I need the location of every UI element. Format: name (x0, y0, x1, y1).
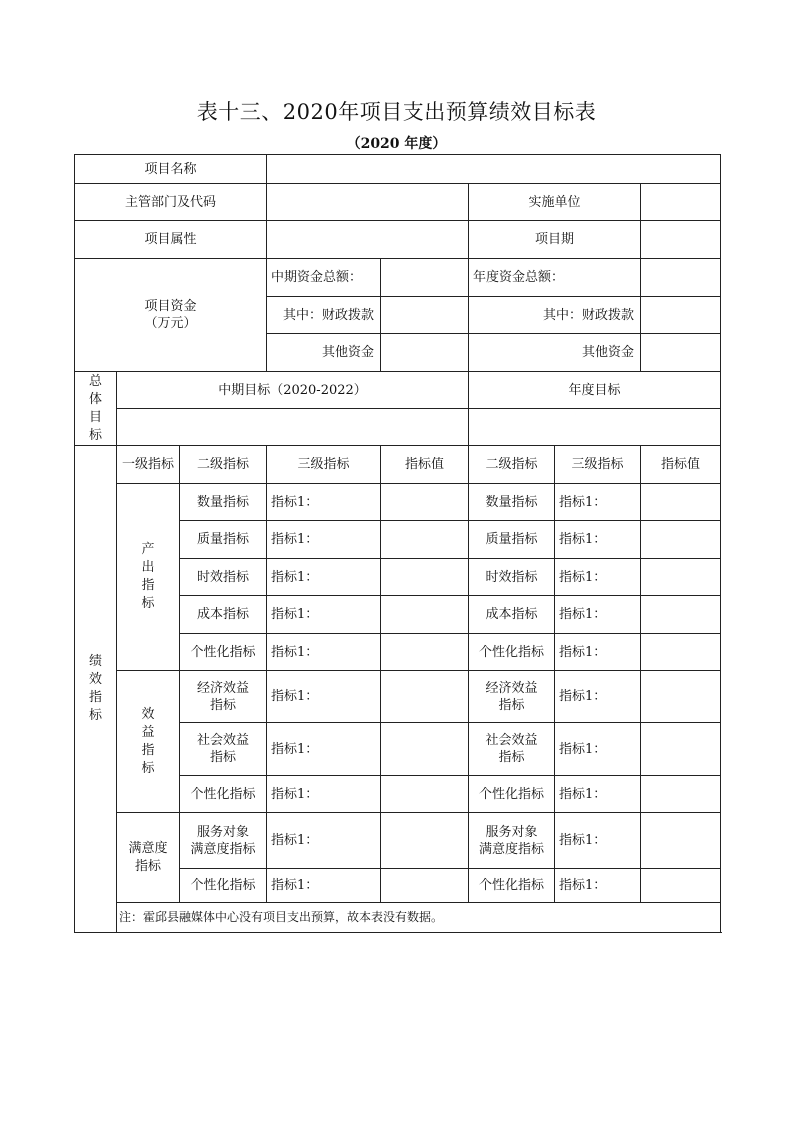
annual-goal-label: 年度目标 (469, 372, 721, 409)
level3-cell[interactable]: 指标1： (267, 484, 381, 521)
level2-cell: 个性化指标 (180, 776, 267, 813)
table-row (75, 484, 721, 521)
value-cell-right[interactable] (641, 596, 721, 634)
performance-goal-table (74, 154, 721, 933)
mid-other-value[interactable] (381, 334, 469, 372)
level2-cell-right: 质量指标 (469, 521, 555, 559)
impl-unit-value[interactable] (641, 184, 721, 221)
level2-cell-right: 成本指标 (469, 596, 555, 634)
value-cell[interactable] (381, 776, 469, 813)
table-row (75, 903, 721, 933)
benefit-group-label: 效益指标 (117, 671, 180, 813)
table-row (75, 221, 721, 259)
annual-other-value[interactable] (641, 334, 721, 372)
value-cell-right[interactable] (641, 559, 721, 596)
level2-cell-right: 数量指标 (469, 484, 555, 521)
page-subtitle: （2020 年度） (346, 136, 447, 152)
level3-cell[interactable]: 指标1： (267, 776, 381, 813)
table-row (75, 372, 721, 409)
level3-cell[interactable]: 指标1： (267, 671, 381, 723)
impl-unit-label: 实施单位 (469, 184, 641, 221)
table-note: 注：霍邱县融媒体中心没有项目支出预算，故本表没有数据。 (117, 903, 721, 933)
level3-cell-right[interactable]: 指标1： (555, 596, 641, 634)
value-cell-right[interactable] (641, 484, 721, 521)
value-cell[interactable] (381, 813, 469, 869)
level2-cell: 服务对象 满意度指标 (180, 813, 267, 869)
level3-cell-right[interactable]: 指标1： (555, 634, 641, 671)
level3-cell-right[interactable]: 指标1： (555, 521, 641, 559)
project-funds-line2: （万元） (144, 316, 197, 331)
value-cell-right[interactable] (641, 813, 721, 869)
level2-cell: 质量指标 (180, 521, 267, 559)
level3-cell-right[interactable]: 指标1： (555, 813, 641, 869)
level3-cell[interactable]: 指标1： (267, 521, 381, 559)
col-header-level1: 一级指标 (117, 446, 180, 484)
level2-cell: 数量指标 (180, 484, 267, 521)
value-cell[interactable] (381, 723, 469, 776)
mid-goal-value[interactable] (117, 409, 469, 446)
annual-goal-value[interactable] (469, 409, 721, 446)
level2-cell: 经济效益 指标 (180, 671, 267, 723)
mid-goal-label: 中期目标（2020-2022） (117, 372, 469, 409)
table-row (75, 813, 721, 869)
table-row (75, 409, 721, 446)
project-funds-label (75, 259, 267, 372)
col-header-level3-right: 三级指标 (555, 446, 641, 484)
value-cell[interactable] (381, 521, 469, 559)
value-cell-right[interactable] (641, 869, 721, 903)
project-name-value[interactable] (267, 155, 721, 184)
value-cell-right[interactable] (641, 723, 721, 776)
table-row (75, 155, 721, 184)
mid-other-label: 其他资金 (267, 334, 381, 372)
annual-fiscal-label: 其中：财政拨款 (469, 297, 641, 334)
level2-cell-right: 时效指标 (469, 559, 555, 596)
level3-cell-right[interactable]: 指标1： (555, 559, 641, 596)
value-cell[interactable] (381, 484, 469, 521)
mid-fiscal-value[interactable] (381, 297, 469, 334)
value-cell[interactable] (381, 559, 469, 596)
level3-cell-right[interactable]: 指标1： (555, 869, 641, 903)
level2-cell-right: 经济效益 指标 (469, 671, 555, 723)
level2-cell-right: 服务对象 满意度指标 (469, 813, 555, 869)
value-cell-right[interactable] (641, 671, 721, 723)
level3-cell[interactable]: 指标1： (267, 596, 381, 634)
dept-code-label: 主管部门及代码 (75, 184, 267, 221)
page-title: 表十三、2020年项目支出预算绩效目标表 (196, 100, 597, 124)
project-name-label: 项目名称 (75, 155, 267, 184)
level2-cell-right: 个性化指标 (469, 869, 555, 903)
level2-cell: 成本指标 (180, 596, 267, 634)
col-header-level3: 三级指标 (267, 446, 381, 484)
level2-cell-right: 社会效益 指标 (469, 723, 555, 776)
overall-goal-label: 总体目标 (75, 372, 117, 446)
level3-cell[interactable]: 指标1： (267, 869, 381, 903)
level2-cell-right: 个性化指标 (469, 634, 555, 671)
project-attr-label: 项目属性 (75, 221, 267, 259)
level3-cell[interactable]: 指标1： (267, 634, 381, 671)
level2-cell: 个性化指标 (180, 869, 267, 903)
mid-total-value[interactable] (381, 259, 469, 297)
level2-cell: 时效指标 (180, 559, 267, 596)
value-cell-right[interactable] (641, 776, 721, 813)
level3-cell[interactable]: 指标1： (267, 559, 381, 596)
col-header-value-right: 指标值 (641, 446, 721, 484)
project-funds-line1: 项目资金 (144, 299, 197, 314)
value-cell[interactable] (381, 634, 469, 671)
table-row (75, 446, 721, 484)
col-header-level2-right: 二级指标 (469, 446, 555, 484)
col-header-level2: 二级指标 (180, 446, 267, 484)
annual-fiscal-value[interactable] (641, 297, 721, 334)
level2-cell: 社会效益 指标 (180, 723, 267, 776)
level3-cell[interactable]: 指标1： (267, 813, 381, 869)
project-period-value[interactable] (641, 221, 721, 259)
annual-total-label: 年度资金总额： (469, 259, 641, 297)
table-row (75, 259, 721, 297)
level2-cell: 个性化指标 (180, 634, 267, 671)
value-cell[interactable] (381, 596, 469, 634)
perf-indicator-label: 绩效指标 (75, 446, 117, 933)
value-cell[interactable] (381, 671, 469, 723)
output-group-label: 产出指标 (117, 484, 180, 671)
col-header-value: 指标值 (381, 446, 469, 484)
dept-code-value[interactable] (267, 184, 469, 221)
level3-cell-right[interactable]: 指标1： (555, 723, 641, 776)
satisfaction-group-label: 满意度指标 (117, 813, 180, 903)
level3-cell-right[interactable]: 指标1： (555, 484, 641, 521)
level3-cell-right[interactable]: 指标1： (555, 671, 641, 723)
mid-fiscal-label: 其中：财政拨款 (267, 297, 381, 334)
value-cell-right[interactable] (641, 521, 721, 559)
annual-total-value[interactable] (641, 259, 721, 297)
level2-cell-right: 个性化指标 (469, 776, 555, 813)
mid-total-label: 中期资金总额： (267, 259, 381, 297)
project-period-label: 项目期 (469, 221, 641, 259)
value-cell-right[interactable] (641, 634, 721, 671)
project-attr-value[interactable] (267, 221, 469, 259)
table-row (75, 184, 721, 221)
annual-other-label: 其他资金 (469, 334, 641, 372)
level3-cell-right[interactable]: 指标1： (555, 776, 641, 813)
value-cell[interactable] (381, 869, 469, 903)
table-row (75, 671, 721, 723)
level3-cell[interactable]: 指标1： (267, 723, 381, 776)
